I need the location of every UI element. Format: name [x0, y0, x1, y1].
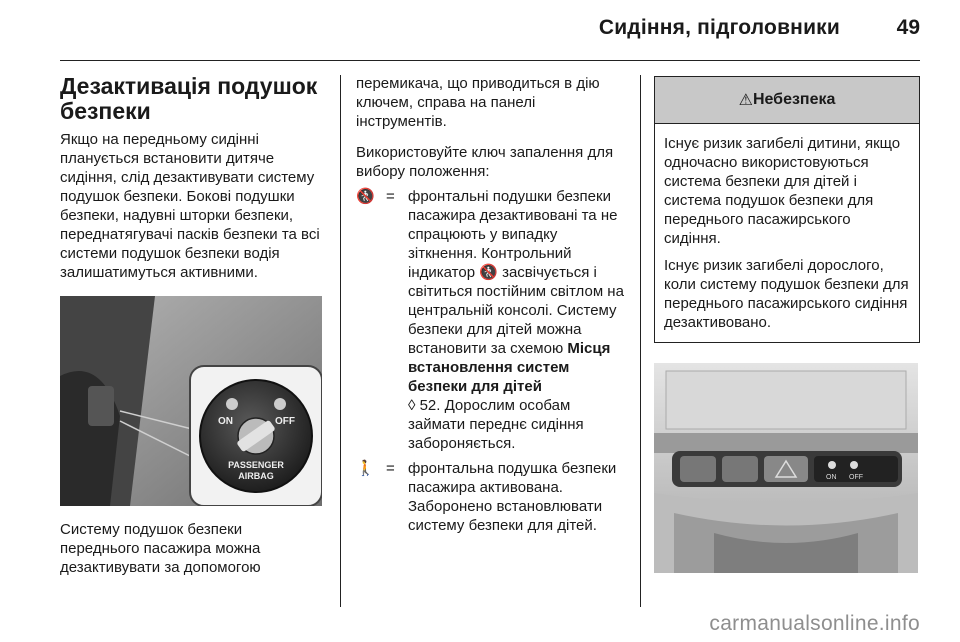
warning-body: [655, 124, 919, 342]
equals-sign: =: [386, 188, 395, 205]
danger-warning-box: [654, 76, 920, 343]
indicator-label-off: OFF: [849, 474, 863, 481]
text-part: засвічується і світиться постійним світлом на центральній консолі. Систему безпеки для дітей можна встановити за схемою: [408, 264, 624, 357]
header-rule: [60, 60, 920, 61]
paragraph-select-position: Використовуйте ключ запалення для вибору положення:: [356, 144, 614, 180]
column-divider-2: [640, 75, 641, 607]
airbag-switch-photo: [60, 296, 322, 506]
page-number: 49: [896, 16, 920, 39]
text-part: 52. Дорослим особам займати переднє сидіння забороняється.: [408, 397, 584, 452]
figure-caption: Систему подушок безпеки переднього пасажира можна дезактивувати за допомогою: [60, 521, 261, 576]
equals-sign: =: [386, 460, 395, 477]
column-2: [356, 74, 626, 535]
warning-header: [655, 77, 919, 124]
warning-triangle-icon: ⚠: [738, 92, 753, 109]
intro-paragraph: Якщо на передньому сидінні планується встановити дитяче сидіння, слід дезактивувати систему подушок безпеки. Бокові подушки безпеки, надувні шторки безпеки, переднатягувачі пасків безпеки та всі системи подушок безпеки водія залишатимуться активними.: [60, 131, 320, 281]
column-3: [654, 76, 920, 573]
switch-label-airbag: AIRBAG: [238, 471, 274, 481]
switch-label-on: ON: [218, 416, 233, 427]
indicator-airbag-off-icon: 🚷: [479, 264, 498, 281]
page-reference-icon: ◊: [408, 397, 416, 414]
warning-paragraph-adult: Існує ризик загибелі дорослого, коли систему подушок безпеки для переднього пасажирського сидіння дезактивовано.: [664, 257, 909, 331]
cross-reference-link[interactable]: Місця встановлення систем безпеки для дітей: [408, 340, 611, 395]
paragraph-switch: перемикача, що приводиться в дію ключем, справа на панелі інструментів.: [356, 75, 600, 130]
column-divider-1: [340, 75, 341, 607]
switch-label-passenger: PASSENGER: [228, 460, 284, 470]
switch-label-off: OFF: [275, 416, 295, 427]
warning-paragraph-child: Існує ризик загибелі дитини, якщо одночасно використовуються система безпеки для дітей і система подушок безпеки для переднього пасажирського сидіння.: [664, 135, 901, 247]
text-part: фронтальні подушки безпеки пасажира дезактивовані та не спрацюють у випадку зіткнення. Контрольний індикатор: [408, 188, 618, 281]
definition-airbag-on: [356, 459, 626, 535]
definition-text: фронтальна подушка безпеки пасажира активована. Заборонено встановлювати систему безпеки для дітей.: [408, 460, 617, 534]
page-header-title: Сидіння, підголовники: [598, 16, 840, 39]
warning-title: Небезпека: [752, 91, 836, 108]
section-heading: Дезактивація подушок безпеки: [60, 73, 318, 124]
definition-text: [408, 187, 626, 453]
footer-watermark: carmanualsonline.info: [709, 612, 920, 635]
indicator-label-on: ON: [826, 474, 837, 481]
column-1: [60, 74, 322, 577]
dashboard-indicator-photo: [654, 363, 918, 573]
airbag-off-icon: 🚷: [356, 188, 375, 205]
airbag-on-icon: 🚶: [356, 460, 375, 477]
definition-airbag-off: [356, 187, 626, 453]
